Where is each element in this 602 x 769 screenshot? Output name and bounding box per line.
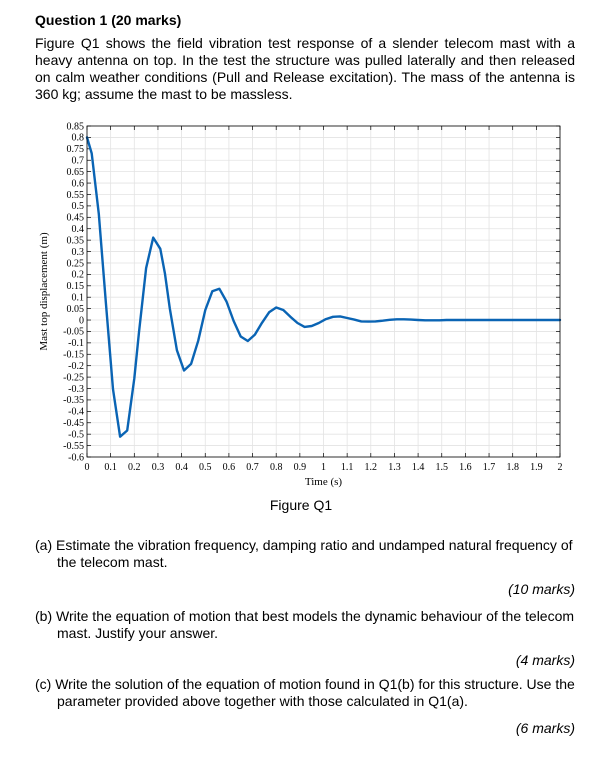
figure-caption: Figure Q1 xyxy=(269,497,333,513)
part-c-marks: (6 marks) xyxy=(515,720,575,736)
y-axis-label: Mast top displacement (m) xyxy=(38,232,50,351)
y-tick-label: 0.4 xyxy=(71,224,84,236)
x-axis-label: Time (s) xyxy=(304,476,343,488)
part-a-text: (a) Estimate the vibration frequency, damping ratio and undamped natural frequency of the telecom mast. xyxy=(35,537,573,570)
x-tick-label: 0 xyxy=(84,462,90,473)
y-tick-label: 0.25 xyxy=(66,258,84,270)
vibration-chart xyxy=(30,120,575,492)
y-tick-label: 0.6 xyxy=(71,178,84,190)
x-tick-label: 0.5 xyxy=(199,462,212,473)
y-tick-label: -0.55 xyxy=(63,440,84,452)
x-tick-label: 1.1 xyxy=(340,462,354,473)
y-tick-label: 0.15 xyxy=(66,281,84,293)
y-tick-label: -0.15 xyxy=(63,349,84,361)
x-tick-label: 1.2 xyxy=(364,462,378,473)
y-tick-label: 0.1 xyxy=(71,292,84,304)
y-tick-label: 0.75 xyxy=(66,144,84,156)
x-tick-label: 1.6 xyxy=(459,462,472,473)
y-tick-label: 0.85 xyxy=(66,121,84,133)
y-tick-label: -0.35 xyxy=(63,395,84,407)
x-tick-label: 0.3 xyxy=(151,462,165,473)
y-tick-label: -0.4 xyxy=(68,406,84,418)
y-tick-label: 0.2 xyxy=(71,269,84,281)
chart-grid xyxy=(87,126,560,457)
y-tick-label: 0.7 xyxy=(71,155,84,167)
part-b xyxy=(35,608,575,669)
y-tick-label: -0.05 xyxy=(63,326,84,338)
x-tick-label: 0.2 xyxy=(128,462,141,473)
x-tick-label: 0.4 xyxy=(175,462,188,473)
y-tick-label: -0.5 xyxy=(68,429,84,441)
part-a xyxy=(35,537,575,598)
x-tick-label: 0.7 xyxy=(246,462,259,473)
part-c-text: (c) Write the solution of the equation of motion found in Q1(b) for this structure. Use the parameter provided above together with those calculated in Q1(a). xyxy=(35,676,575,709)
question-intro: Figure Q1 shows the field vibration test response of a slender telecom mast with a heavy antenna on top. In the test the structure was pulled laterally and then released on calm weather conditions (Pull and Release excitation). The mass of the antenna is 360 kg; assume the mast to be massless. xyxy=(35,35,575,102)
y-tick-label: 0.05 xyxy=(66,303,84,315)
y-tick-label: -0.45 xyxy=(63,418,84,430)
y-tick-label: 0.3 xyxy=(71,246,84,258)
y-tick-label: 0.65 xyxy=(66,166,84,178)
y-tick-label: 0.35 xyxy=(66,235,84,247)
y-tick-label: -0.1 xyxy=(68,338,84,350)
part-c xyxy=(35,676,575,737)
x-tick-label: 1.9 xyxy=(530,462,543,473)
y-tick-label: 0.8 xyxy=(71,132,84,144)
part-b-text: (b) Write the equation of motion that best models the dynamic behaviour of the telecom mast. Justify your answer. xyxy=(35,608,575,641)
y-tick-label: -0.25 xyxy=(63,372,84,384)
x-tick-label: 1.7 xyxy=(482,462,496,473)
part-a-marks: (10 marks) xyxy=(508,581,575,597)
x-tick-label: 2 xyxy=(557,462,563,473)
x-tick-label: 0.9 xyxy=(293,462,307,473)
y-tick-label: -0.6 xyxy=(68,452,84,464)
x-tick-label: 1.4 xyxy=(411,462,425,473)
x-tick-label: 1.5 xyxy=(435,462,448,473)
x-tick-label: 0.1 xyxy=(104,462,117,473)
y-tick-label: -0.2 xyxy=(68,360,84,372)
part-b-marks: (4 marks) xyxy=(515,652,575,668)
y-tick-label: 0.55 xyxy=(66,189,84,201)
x-tick-label: 0.6 xyxy=(222,462,236,473)
x-tick-label: 0.8 xyxy=(269,462,283,473)
question-title: Question 1 (20 marks) xyxy=(35,12,182,28)
x-tick-label: 1 xyxy=(321,462,326,473)
x-tick-label: 1.8 xyxy=(506,462,519,473)
y-tick-label: -0.3 xyxy=(68,383,84,395)
y-tick-label: 0.5 xyxy=(71,201,84,213)
x-tick-label: 1.3 xyxy=(388,462,401,473)
y-tick-label: 0.45 xyxy=(66,212,84,224)
y-tick-label: 0 xyxy=(79,315,84,327)
